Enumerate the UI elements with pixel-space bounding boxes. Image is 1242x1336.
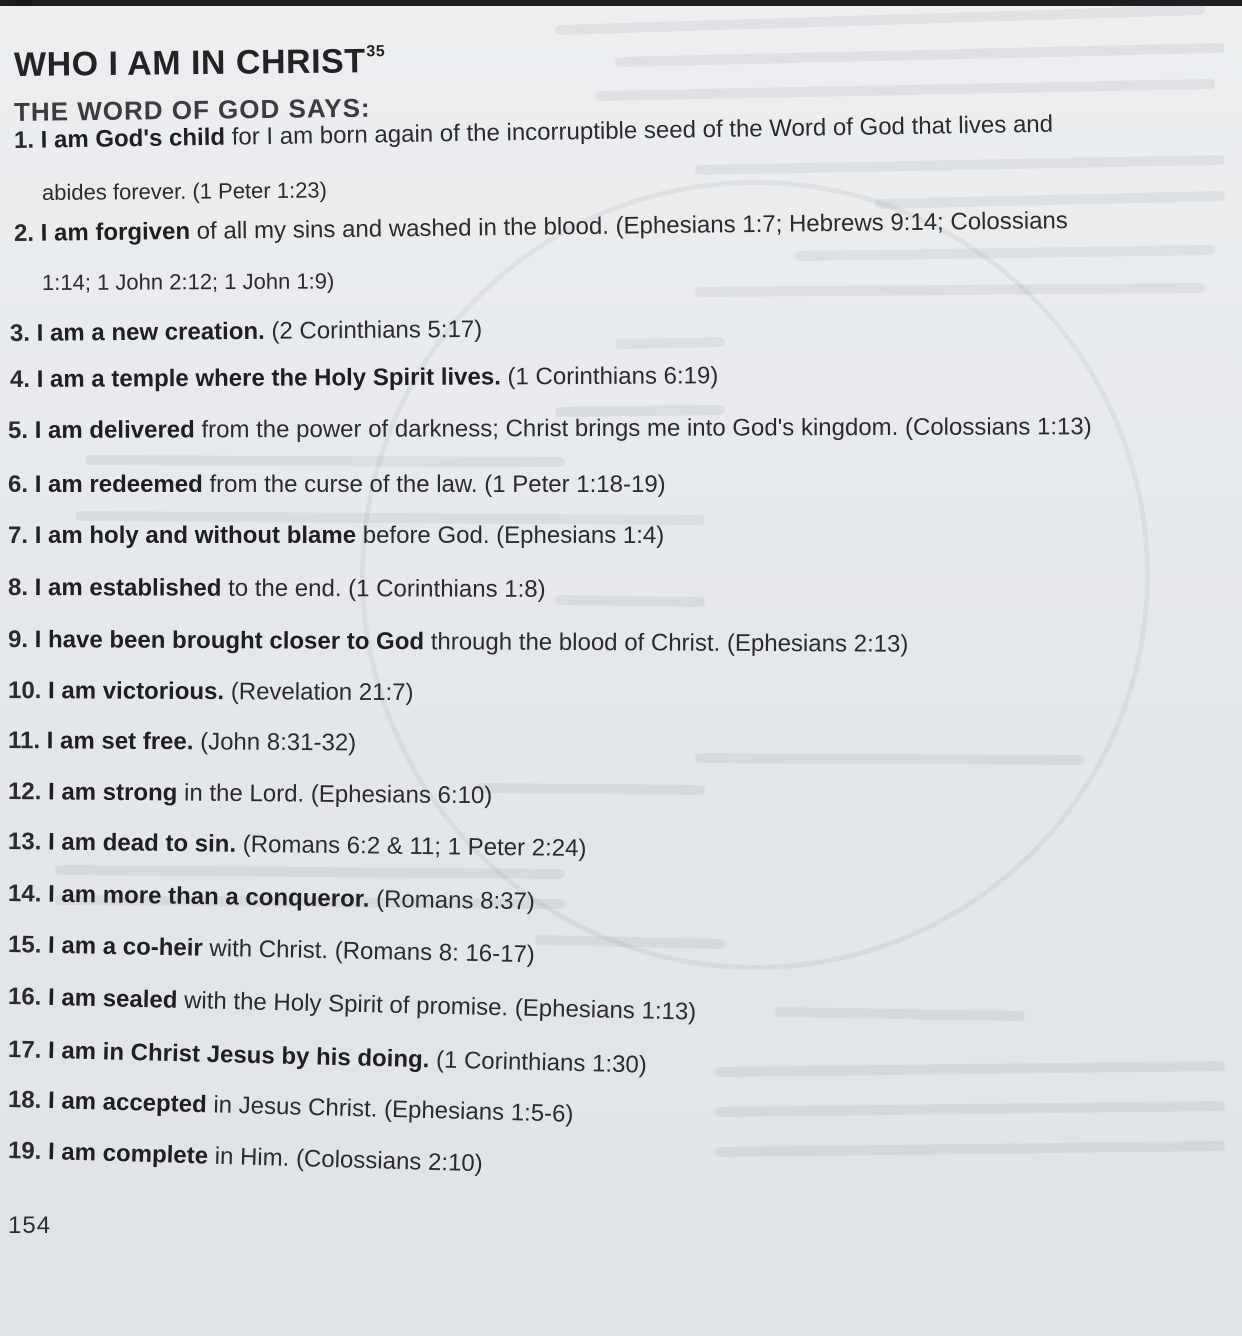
item-number: 8.: [7, 574, 29, 602]
list-item: [8, 574, 546, 605]
list-item: [8, 522, 664, 551]
item-number: 14.: [7, 880, 42, 908]
item-number: 1.: [13, 126, 35, 154]
list-item: [8, 626, 909, 660]
item-text: in Him. (Colossians 2:10): [207, 1142, 484, 1178]
item-text: for I am born again of the incorruptible seed of the Word of God that lives and: [224, 110, 1054, 151]
item-number: 17.: [7, 1036, 42, 1064]
item-text: with Christ. (Romans 8: 16-17): [202, 934, 536, 969]
list-item: [8, 983, 697, 1027]
item-text: (1 Corinthians 1:30): [429, 1046, 648, 1079]
item-text: (1 Corinthians 6:19): [500, 362, 719, 391]
item-text: (Romans 8:37): [369, 885, 536, 916]
list-item: [8, 1086, 574, 1130]
item-text: (Revelation 21:7): [224, 678, 414, 707]
item-bold-text: I am dead to sin.: [47, 828, 237, 858]
item-number: 9.: [7, 626, 29, 654]
item-text: to the end. (1 Corinthians 1:8): [221, 574, 546, 603]
list-item: [8, 677, 414, 708]
item-text: (John 8:31-32): [193, 728, 357, 757]
item-bold-text: I am in Christ Jesus by his doing.: [47, 1036, 430, 1074]
item-bold-text: I am sealed: [47, 983, 178, 1014]
item-number: 10.: [7, 677, 42, 705]
item-number: 5.: [7, 416, 29, 444]
item-number: 2.: [13, 219, 35, 247]
list-item: [10, 316, 482, 349]
item-bold-text: I am holy and without blame: [34, 522, 357, 549]
item-number: 13.: [7, 828, 42, 856]
item-number: 18.: [7, 1086, 42, 1114]
list-item: [10, 362, 718, 395]
item-continuation: 1:14; 1 John 2:12; 1 John 1:9): [41, 268, 335, 295]
item-bold-text: I am a temple where the Holy Spirit lives.: [36, 363, 501, 393]
item-continuation: abides forever. (1 Peter 1:23): [41, 177, 328, 205]
item-bold-text: I am complete: [47, 1138, 209, 1170]
item-bold-text: I have been brought closer to God: [34, 626, 425, 656]
item-bold-text: I am forgiven: [40, 217, 191, 247]
list-item: [8, 413, 1092, 446]
item-number: 11.: [7, 727, 41, 755]
item-bold-text: I am redeemed: [34, 471, 203, 498]
item-number: 15.: [7, 931, 42, 959]
item-number: 7.: [8, 522, 29, 549]
list-item: [8, 727, 356, 758]
list-item: [8, 828, 587, 864]
item-number: 12.: [7, 778, 42, 806]
list-item: [14, 207, 1068, 249]
list-item: [8, 1137, 483, 1179]
item-number: 6.: [8, 471, 29, 498]
item-text: of all my sins and washed in the blood. (Ephesians 1:7; Hebrews 9:14; Colossians: [189, 207, 1068, 245]
list-item: [8, 471, 666, 500]
title-text: WHO I AM IN CHRIST: [13, 42, 366, 84]
list-item: [8, 1036, 647, 1080]
item-bold-text: I am God's child: [40, 123, 226, 154]
page-subtitle: THE WORD OF GOD SAYS:: [13, 92, 371, 127]
list-item: [8, 778, 492, 811]
item-bold-text: I am a new creation.: [36, 317, 265, 347]
page-title: [14, 42, 386, 85]
item-number: 3.: [9, 319, 31, 347]
title-footnote: 35: [366, 43, 386, 61]
item-text: before God. (Ephesians 1:4): [356, 522, 665, 549]
list-item: [8, 931, 535, 970]
list-item: [8, 880, 535, 917]
item-text: in the Lord. (Ephesians 6:10): [177, 779, 493, 810]
item-number: 4.: [9, 365, 31, 393]
item-bold-text: I am set free.: [46, 727, 194, 756]
item-bold-text: I am accepted: [47, 1087, 208, 1119]
item-bold-text: I am victorious.: [47, 677, 225, 706]
page-number: 154: [8, 1212, 52, 1239]
item-text: from the power of darkness; Christ brings me into God's kingdom. (Colossians 1:13): [194, 413, 1092, 444]
item-text: (2 Corinthians 5:17): [264, 315, 483, 345]
item-number: 16.: [7, 983, 42, 1011]
item-bold-text: I am established: [34, 574, 222, 602]
item-bold-text: I am more than a conqueror.: [47, 880, 370, 913]
item-number: 19.: [7, 1137, 42, 1165]
item-bold-text: I am a co-heir: [47, 931, 204, 962]
item-text: in Jesus Christ. (Ephesians 1:5-6): [206, 1091, 574, 1128]
item-text: through the blood of Christ. (Ephesians 2:13): [424, 628, 909, 658]
item-bold-text: I am delivered: [34, 416, 195, 444]
item-text: with the Holy Spirit of promise. (Ephesians 1:13): [177, 986, 697, 1026]
item-text: (Romans 6:2 & 11; 1 Peter 2:24): [235, 830, 587, 863]
item-text: from the curse of the law. (1 Peter 1:18-19): [202, 471, 666, 498]
item-bold-text: I am strong: [47, 778, 178, 807]
